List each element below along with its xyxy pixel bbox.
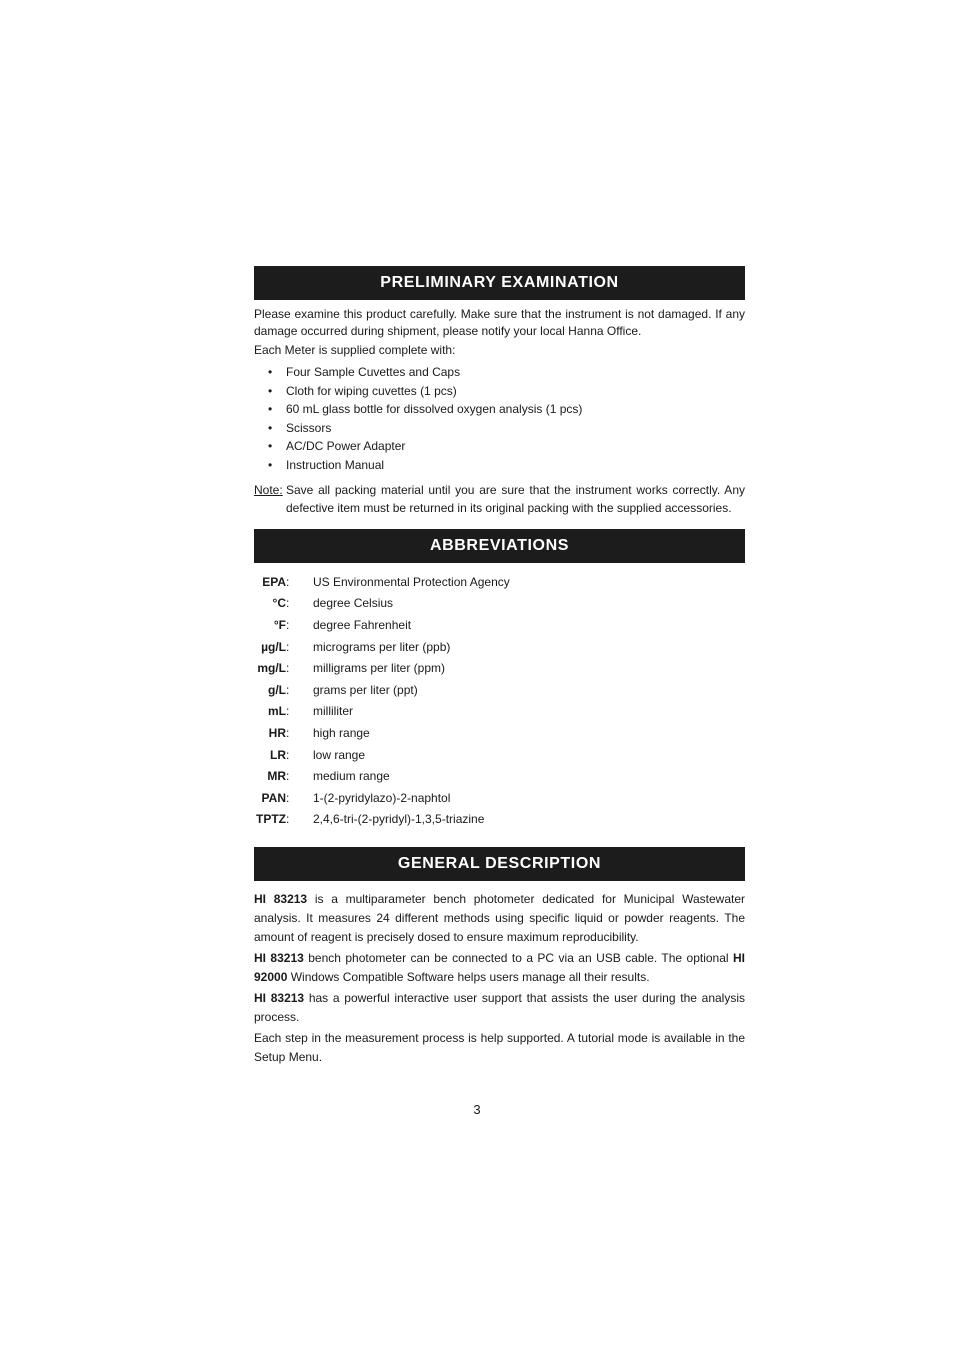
software-name: HI 92000: [254, 951, 746, 985]
abbreviation-row: [254, 571, 745, 593]
abbreviation-row: [254, 701, 745, 723]
supplied-item-label: Scissors: [286, 420, 332, 435]
abbreviation-definition: milliliter: [313, 704, 353, 719]
abbreviation-colon: :: [286, 639, 290, 654]
abbreviation-key: µg/L: [261, 639, 286, 654]
general-description-header: GENERAL DESCRIPTION: [254, 847, 745, 881]
abbreviation-definition: milligrams per liter (ppm): [313, 661, 446, 676]
manual-page: [254, 266, 745, 1067]
abbreviation-row: [254, 679, 745, 701]
supplied-item: [268, 363, 745, 382]
page-number: 3: [473, 1102, 481, 1117]
abbreviation-key: MR: [267, 769, 286, 784]
abbreviation-colon: :: [286, 704, 290, 719]
supplied-item-label: 60 mL glass bottle for dissolved oxygen analysis (1 pcs): [286, 402, 583, 416]
abbreviation-colon: :: [286, 790, 290, 805]
abbreviation-key: mL: [268, 704, 286, 719]
general-description-body: [254, 890, 745, 1067]
abbreviation-colon: :: [286, 725, 290, 740]
paragraph-text: is a multiparameter bench photometer dedicated for Municipal Wastewater analysis. It measures 24 different methods using specific liquid or powder reagents. The amount of reagent is precisely dosed to ensure maximum reproducibility.: [254, 892, 745, 945]
description-paragraph-4: Each step in the measurement process is help supported. A tutorial mode is available in the Setup Menu.: [254, 1031, 745, 1065]
abbreviation-key: °F: [273, 617, 286, 632]
supplied-item: [268, 456, 745, 475]
bullet-icon: •: [268, 439, 273, 453]
abbreviation-key: g/L: [268, 682, 286, 697]
abbreviation-key: LR: [270, 747, 286, 762]
abbreviation-row: [254, 593, 745, 615]
preliminary-examination-header: PRELIMINARY EXAMINATION: [254, 266, 745, 300]
supplied-item-label: Cloth for wiping cuvettes (1 pcs): [286, 383, 457, 398]
abbreviation-row: [254, 614, 745, 636]
abbreviation-definition: 1-(2-pyridylazo)-2-naphtol: [313, 790, 451, 805]
abbreviation-row: [254, 787, 745, 809]
abbreviation-definition: 2,4,6-tri-(2-pyridyl)-1,3,5-triazine: [313, 812, 485, 827]
abbreviation-colon: :: [286, 617, 290, 632]
abbreviation-key: PAN: [261, 790, 286, 805]
abbreviation-key: EPA: [262, 574, 286, 589]
paragraph-text: bench photometer can be connected to a PC via an USB cable. The optional: [303, 951, 734, 966]
abbreviations-header: ABBREVIATIONS: [254, 529, 745, 563]
abbreviation-colon: :: [286, 747, 290, 762]
abbreviations-table: [254, 571, 745, 830]
bullet-icon: •: [268, 457, 273, 472]
abbreviation-definition: micrograms per liter (ppb): [313, 639, 451, 654]
abbreviation-definition: degree Fahrenheit: [313, 617, 412, 632]
abbreviation-colon: :: [286, 812, 290, 827]
supplied-items-list: [254, 363, 745, 474]
abbreviation-colon: :: [286, 661, 290, 676]
paragraph-text: has a powerful interactive user support that assists the user during the analysis process.: [254, 991, 746, 1025]
note-text: Save all packing material until you are sure that the instrument works correctly. Any defective item must be returned in its original packing with the supplied accessories.: [286, 483, 745, 515]
abbreviation-row: [254, 809, 745, 831]
abbreviation-definition: medium range: [313, 769, 390, 784]
supplied-item-label: AC/DC Power Adapter: [286, 439, 406, 453]
supplied-item-label: Four Sample Cuvettes and Caps: [286, 365, 461, 379]
abbreviation-row: [254, 657, 745, 679]
bullet-icon: •: [268, 365, 273, 379]
preliminary-intro: Please examine this product carefully. Make sure that the instrument is not damaged. If any damage occurred during shipment, please notify your local Hanna Office.: [254, 307, 745, 338]
note-label: Note:: [254, 483, 283, 497]
abbreviation-row: [254, 765, 745, 787]
abbreviation-key: mg/L: [257, 661, 286, 676]
abbreviation-key: TPTZ: [256, 812, 286, 827]
abbreviation-key: °C: [272, 596, 286, 611]
product-name: HI 83213: [254, 892, 308, 907]
description-paragraph-2: [254, 949, 745, 987]
supplied-item: [268, 400, 745, 419]
supplied-item: [268, 437, 745, 456]
supplied-item: [268, 382, 745, 401]
product-name: HI 83213: [254, 951, 304, 966]
abbreviation-key: HR: [268, 725, 286, 740]
bullet-icon: •: [268, 383, 273, 398]
abbreviation-row: [254, 744, 745, 766]
abbreviation-colon: :: [286, 574, 290, 589]
abbreviation-definition: high range: [313, 725, 370, 740]
note-block: [254, 482, 745, 517]
product-name: HI 83213: [254, 991, 305, 1006]
bullet-icon: •: [268, 420, 273, 435]
supplied-with-text: Each Meter is supplied complete with:: [254, 343, 456, 357]
abbreviation-definition: US Environmental Protection Agency: [313, 574, 510, 589]
abbreviation-definition: degree Celsius: [313, 596, 394, 611]
abbreviation-colon: :: [286, 769, 290, 784]
supplied-item-label: Instruction Manual: [286, 457, 385, 472]
description-paragraph-1: [254, 890, 745, 947]
bullet-icon: •: [268, 402, 273, 416]
abbreviation-colon: :: [286, 682, 290, 697]
supplied-item: [268, 419, 745, 438]
abbreviation-row: [254, 636, 745, 658]
description-paragraph-3: [254, 989, 745, 1027]
abbreviation-row: [254, 722, 745, 744]
abbreviation-colon: :: [286, 596, 290, 611]
abbreviation-definition: low range: [313, 747, 366, 762]
paragraph-text: Windows Compatible Software helps users manage all their results.: [287, 970, 650, 985]
abbreviation-definition: grams per liter (ppt): [313, 682, 418, 697]
